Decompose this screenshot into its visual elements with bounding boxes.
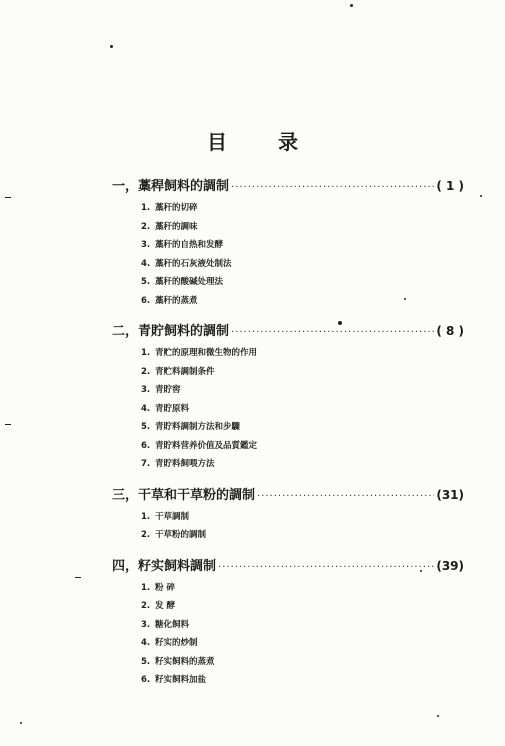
- section-number: 3.: [141, 385, 151, 395]
- section-list: [112, 346, 464, 476]
- scan-speck: [350, 4, 353, 7]
- section-label: 青貯原料: [155, 403, 190, 414]
- section-label: 青貯窖: [155, 385, 181, 395]
- toc-section[interactable]: [141, 439, 464, 458]
- scan-speck: [437, 715, 439, 717]
- toc-section[interactable]: [141, 457, 464, 476]
- scan-speck: [5, 424, 11, 425]
- section-number: 7.: [141, 459, 151, 469]
- scan-speck: [75, 577, 81, 578]
- section-label: 青貯料飼喂方法: [155, 459, 215, 469]
- section-label: 籽实飼料的蒸煮: [155, 656, 215, 667]
- section-number: 2.: [141, 530, 151, 540]
- toc-section[interactable]: [141, 510, 464, 529]
- section-number: 3.: [141, 619, 151, 630]
- toc-section[interactable]: [141, 201, 464, 220]
- section-label: 藁秆的酸碱处理法: [155, 277, 224, 287]
- section-number: 6.: [141, 675, 151, 685]
- section-list: [112, 201, 464, 312]
- section-label: 青贮料調制条件: [155, 366, 215, 377]
- chapter-title: 四，籽实飼料調制: [112, 558, 217, 574]
- section-list: [112, 510, 464, 547]
- toc-section[interactable]: [141, 618, 464, 637]
- section-label: 发 酵: [155, 601, 175, 611]
- toc-section[interactable]: [141, 599, 464, 618]
- section-number: 2.: [141, 601, 151, 611]
- section-number: 5.: [141, 656, 151, 667]
- section-label: 青貯料营养价值及品質鑑定: [155, 440, 258, 451]
- chapter-title: 三，干草和干草粉的調制: [112, 487, 256, 503]
- chapter-page-number: (31): [436, 487, 464, 502]
- section-label: 藁秆的調味: [155, 221, 198, 232]
- section-label: 藁秆的切碎: [155, 203, 198, 213]
- toc-section[interactable]: [141, 581, 464, 600]
- toc-section[interactable]: [141, 257, 464, 276]
- chapter-title: 二，青貯飼料的調制: [112, 324, 230, 339]
- toc-section[interactable]: [141, 402, 464, 421]
- scan-speck: [20, 722, 22, 724]
- chapter-title: 一，藁稈飼料的調制: [112, 179, 230, 194]
- dot-leader: [218, 562, 434, 573]
- toc-section[interactable]: [141, 383, 464, 402]
- section-number: 5.: [141, 422, 151, 432]
- chapter-page-number: (39): [436, 558, 464, 573]
- toc-chapter[interactable]: [112, 555, 464, 577]
- dot-leader: [257, 491, 434, 502]
- toc-chapter[interactable]: [112, 175, 464, 197]
- chapter-page-number: ( 8 ): [436, 324, 464, 338]
- section-number: 1.: [141, 511, 151, 522]
- section-number: 1.: [141, 348, 151, 358]
- section-label: 藁秆的自热和发酵: [155, 240, 224, 250]
- table-of-contents: [112, 175, 464, 700]
- section-number: 2.: [141, 221, 151, 232]
- chapter-page-number: ( 1 ): [436, 179, 464, 193]
- section-number: 3.: [141, 240, 151, 250]
- section-number: 6.: [141, 295, 151, 306]
- toc-section[interactable]: [141, 420, 464, 439]
- section-number: 1.: [141, 582, 151, 593]
- section-label: 干草粉的調制: [155, 530, 207, 540]
- section-number: 4.: [141, 258, 151, 269]
- scan-speck: [5, 197, 11, 198]
- section-label: 青貯料調制方法和步驟: [155, 422, 241, 432]
- section-number: 4.: [141, 638, 151, 648]
- toc-section[interactable]: [141, 528, 464, 547]
- toc-chapter[interactable]: [112, 484, 464, 506]
- section-label: 青贮的原理和微生物的作用: [155, 348, 258, 358]
- toc-section[interactable]: [141, 365, 464, 384]
- dot-leader: [231, 182, 434, 193]
- section-label: 糖化飼料: [155, 619, 190, 630]
- section-label: 藁秆的蒸煮: [155, 295, 198, 306]
- toc-section[interactable]: [141, 346, 464, 365]
- toc-section[interactable]: [141, 636, 464, 655]
- section-label: 籽实飼料加盐: [155, 675, 207, 685]
- toc-section[interactable]: [141, 294, 464, 313]
- toc-section[interactable]: [141, 238, 464, 257]
- scan-speck: [480, 195, 482, 197]
- section-number: 5.: [141, 277, 151, 287]
- section-list: [112, 581, 464, 692]
- toc-chapter[interactable]: [112, 320, 464, 342]
- dot-leader: [231, 327, 434, 338]
- toc-section[interactable]: [141, 655, 464, 674]
- section-number: 2.: [141, 366, 151, 377]
- section-label: 干草調制: [155, 511, 190, 522]
- section-label: 藁秆的石灰液处制法: [155, 258, 232, 269]
- section-number: 1.: [141, 203, 151, 213]
- page-title: 目 录: [207, 130, 320, 154]
- toc-section[interactable]: [141, 275, 464, 294]
- scan-speck: [110, 45, 113, 48]
- section-label: 籽实的炒制: [155, 638, 198, 648]
- section-number: 4.: [141, 403, 151, 414]
- toc-section[interactable]: [141, 220, 464, 239]
- section-label: 粉 碎: [155, 582, 175, 593]
- toc-section[interactable]: [141, 673, 464, 692]
- section-number: 6.: [141, 440, 151, 451]
